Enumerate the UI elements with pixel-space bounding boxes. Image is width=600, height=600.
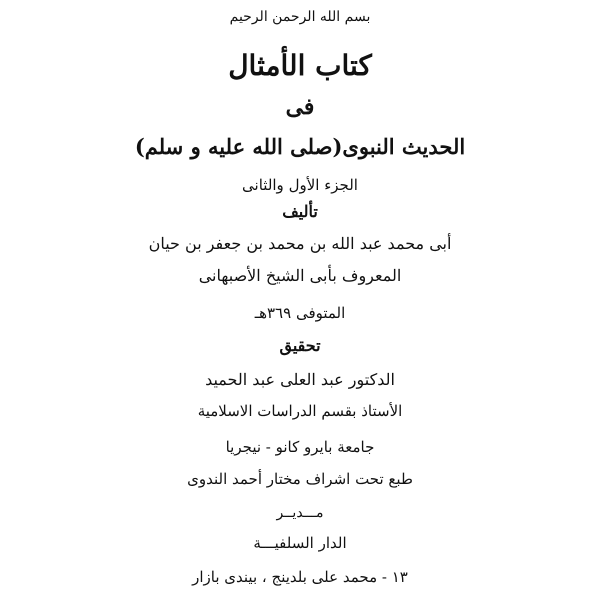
director-label: مـــديــر <box>276 505 324 521</box>
editor-name: الدكتور عبد العلى عبد الحميد <box>205 370 395 389</box>
basmala-line: بسم الله الرحمن الرحيم <box>229 9 371 25</box>
book-subtitle: الحديث النبوى(صلى الله عليه و سلم) <box>134 134 466 159</box>
volume-parts: الجزء الأول والثانى <box>242 176 358 194</box>
publisher-address: ١٣ - محمد على بلدينج ، بيندى بازار <box>192 568 408 586</box>
author-known-as: المعروف بأبى الشيخ الأصبهانى <box>198 266 402 285</box>
editing-label: تحقيق <box>279 336 321 355</box>
printing-supervision: طبع تحت اشراف مختار أحمد الندوى <box>187 470 413 488</box>
author-name: أبى محمد عبد الله بن محمد بن جعفر بن حيان <box>148 234 452 253</box>
title-preposition: فى <box>285 94 315 120</box>
editor-position: الأستاذ بقسم الدراسات الاسلامية <box>197 402 403 420</box>
author-death-year: المتوفى ٣٦٩هـ <box>254 304 346 322</box>
editor-university: جامعة بايرو كانو - نيجريا <box>225 438 375 456</box>
authorship-label: تأليف <box>282 202 318 221</box>
publisher-name: الدار السلفيـــة <box>253 534 347 552</box>
book-title: كتاب الأمثال <box>228 49 372 82</box>
